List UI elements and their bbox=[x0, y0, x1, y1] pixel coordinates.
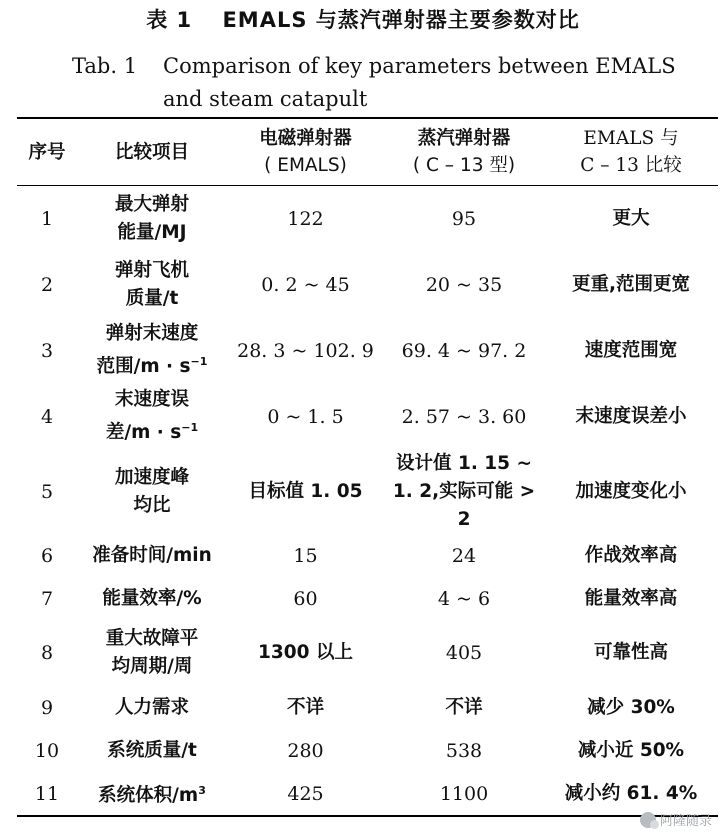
cell-no: 4 bbox=[40, 406, 54, 428]
cell-item: 加速度峰 均比 bbox=[114, 467, 189, 516]
cell-comparison: 减小约 61. 4% bbox=[564, 782, 698, 804]
cell-steam: 20 ~ 35 bbox=[425, 274, 503, 296]
cell-item: 弹射末速度 范围$/m \cdot s^{-1}$ bbox=[96, 323, 208, 378]
cell-emals: 425 bbox=[287, 782, 324, 805]
cell-emals: 1300 以上 bbox=[258, 642, 353, 663]
cell-comparison: 可靠性高 bbox=[593, 642, 668, 663]
table-row bbox=[17, 577, 718, 620]
table-row bbox=[17, 729, 718, 772]
cell-comparison: 能量效率高 bbox=[584, 587, 678, 609]
cell-emals: 122 bbox=[287, 208, 324, 230]
cell-comparison: 速度范围宽 bbox=[584, 340, 678, 361]
cell-no: 9 bbox=[40, 696, 54, 719]
cell-emals: 15 bbox=[293, 544, 318, 567]
header-no: 序号 bbox=[28, 141, 66, 163]
header-steam: 蒸汽弹射器 ( C – 13 型) bbox=[412, 128, 516, 176]
cell-no: 1 bbox=[40, 208, 54, 230]
cell-no: 5 bbox=[40, 481, 54, 503]
cell-item: 重大故障平 均周期/周 bbox=[105, 628, 199, 677]
cell-steam: 1100 bbox=[439, 782, 489, 805]
cell-item: 末速度误 差$/m \cdot s^{-1}$ bbox=[105, 389, 199, 444]
cell-comparison: 末速度误差小 bbox=[575, 406, 687, 427]
watermark bbox=[640, 810, 712, 829]
cell-no: 3 bbox=[40, 340, 54, 362]
table-row bbox=[17, 318, 718, 384]
cell-steam: 405 bbox=[445, 642, 483, 664]
watermark-text: 阿隆随录 bbox=[659, 814, 712, 829]
header-item: 比较项目 bbox=[114, 141, 189, 163]
table-row bbox=[17, 252, 718, 318]
cell-no: 11 bbox=[34, 782, 60, 805]
table-row bbox=[17, 620, 718, 686]
cell-comparison: 减小近 50% bbox=[577, 739, 685, 761]
cell-no: 10 bbox=[34, 739, 60, 762]
cell-comparison: 减少 30% bbox=[587, 696, 675, 718]
cell-comparison: 更大 bbox=[612, 208, 650, 229]
cell-steam: 4 ~ 6 bbox=[437, 587, 491, 610]
superscript: 3 bbox=[198, 783, 206, 797]
cell-steam: 538 bbox=[445, 739, 483, 762]
cell-emals: 0. 2 ~ 45 bbox=[261, 274, 350, 296]
cell-steam: 95 bbox=[451, 208, 477, 230]
header-emals: 电磁弹射器 ( EMALS) bbox=[259, 128, 352, 176]
cell-item: 最大弹射 能量/MJ bbox=[114, 194, 189, 243]
cell-emals: 目标值 1. 05 bbox=[248, 481, 363, 502]
header-comparison: EMALS 与 C – 13 比较 bbox=[580, 128, 682, 176]
table-title-english bbox=[72, 50, 692, 116]
cell-item: 准备时间/min bbox=[92, 544, 212, 566]
table-header-row bbox=[17, 118, 718, 186]
table-row bbox=[17, 186, 718, 253]
cell-emals: 280 bbox=[287, 739, 324, 762]
cell-steam: 设计值 1. 15 ~ 1. 2,实际可能 > 2 bbox=[392, 453, 536, 530]
table-row bbox=[17, 772, 718, 816]
cell-no: 8 bbox=[40, 642, 54, 664]
cell-steam: 不详 bbox=[445, 696, 483, 718]
cell-comparison: 作战效率高 bbox=[584, 544, 678, 566]
cell-no: 7 bbox=[40, 587, 54, 610]
cell-emals: 不详 bbox=[286, 696, 324, 718]
cell-emals: 0 ~ 1. 5 bbox=[267, 406, 344, 428]
cell-item: 系统质量/t bbox=[107, 739, 197, 761]
table-row bbox=[17, 534, 718, 577]
cell-item: 能量效率/% bbox=[102, 587, 202, 609]
cell-steam: 69. 4 ~ 97. 2 bbox=[401, 340, 527, 362]
cell-item: 系统体积$/m^3$ bbox=[98, 783, 206, 807]
wechat-icon bbox=[640, 812, 656, 828]
cell-comparison: 更重,范围更宽 bbox=[571, 274, 691, 295]
table-row bbox=[17, 384, 718, 450]
cell-no: 2 bbox=[40, 274, 54, 296]
cell-item: 弹射飞机 质量/t bbox=[114, 260, 189, 309]
superscript: −1 bbox=[181, 421, 199, 435]
comparison-table bbox=[17, 117, 718, 817]
cell-steam: 24 bbox=[451, 544, 477, 567]
table-title-chinese: 表 1 EMALS 与蒸汽弹射器主要参数对比 bbox=[146, 8, 580, 32]
title-en-line1: Comparison of key parameters between EMALS bbox=[163, 54, 676, 78]
cell-comparison: 加速度变化小 bbox=[575, 481, 687, 502]
table-label: Tab. 1 bbox=[72, 54, 138, 78]
cell-item: 人力需求 bbox=[114, 696, 189, 718]
cell-no: 6 bbox=[40, 544, 54, 567]
title-en-line2: and steam catapult bbox=[163, 87, 368, 111]
table-row bbox=[17, 686, 718, 729]
cell-emals: 28. 3 ~ 102. 9 bbox=[237, 340, 374, 362]
table-row bbox=[17, 450, 718, 534]
cell-steam: 2. 57 ~ 3. 60 bbox=[401, 406, 527, 428]
superscript: −1 bbox=[190, 355, 208, 369]
cell-emals: 60 bbox=[293, 587, 318, 610]
